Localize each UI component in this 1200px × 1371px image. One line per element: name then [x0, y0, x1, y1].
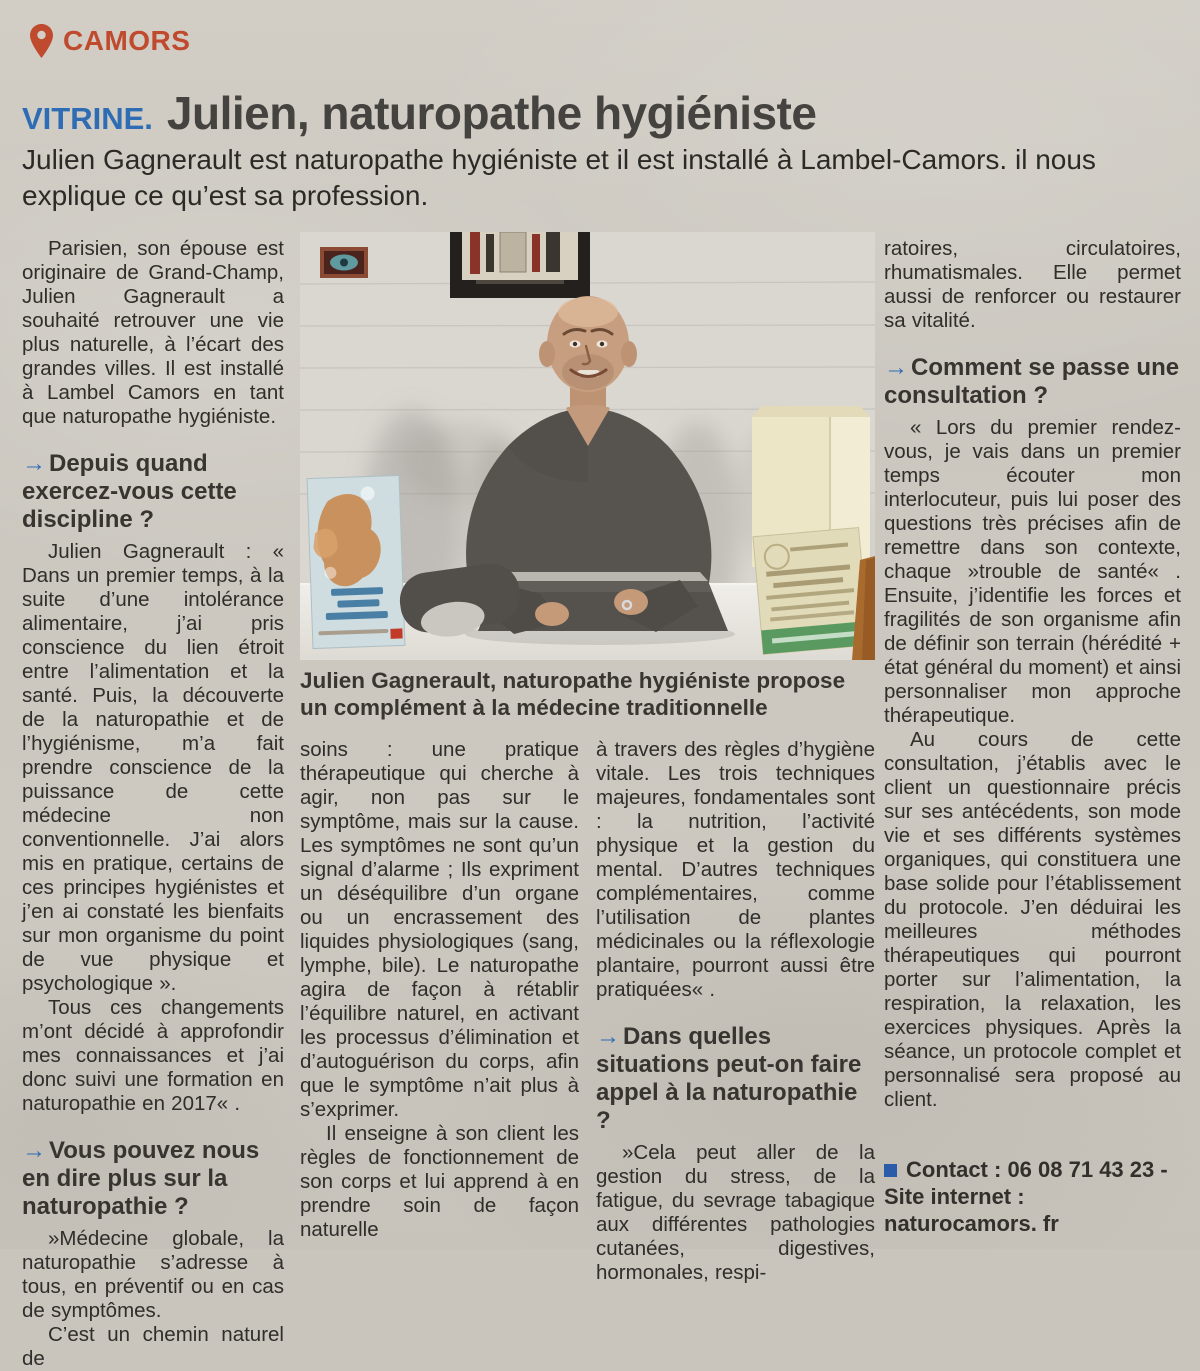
- question-heading: [884, 354, 1181, 410]
- question-heading-text: Comment se passe une consultation ?: [884, 354, 1180, 409]
- wall-frame: [450, 232, 590, 298]
- columns-2-3: [300, 738, 875, 1285]
- kicker: [30, 24, 190, 58]
- paragraph: Au cours de cette consultation, j’établis avec le client un questionnaire précis sur ses antécédents, son mode vie et ses différents systèmes organiques, qui constituera une base solide pour l’établissement du protocole. J’en déduirai les meilleures méthodes thérapeutiques qui pourront porter sur l’alimentation, la respiration, la relaxation, les exercices physiques. Après la séance, un protocole complet et personnalisé sera proposé au client.: [884, 728, 1181, 1111]
- question-heading-text: Depuis quand exercez-vous cette discipline ?: [22, 450, 237, 533]
- book-left: [307, 475, 405, 648]
- kicker-location: CAMORS: [63, 25, 191, 56]
- paragraph: Il enseigne à son client les règles de fonctionnement de son corps et lui apprend à en prendre soin de façon naturelle: [300, 1122, 579, 1241]
- contact-bullet-icon: [884, 1164, 897, 1177]
- page-title: Julien, naturopathe hygiéniste: [166, 87, 817, 139]
- paragraph: C’est un chemin naturel de: [22, 1323, 284, 1370]
- paragraph: « Lors du premier rendez-vous, je vais dans un premier temps écouter mon interlocuteur, puis lui poser des questions très précises afin de remettre dans son contexte, chaque »trouble de santé« . Ensuite, j’identifie les forces et fragilités de son organisme afin de définir son terrain (hérédité + état général du moment) et ainsi personnaliser mon approche thérapeutique.: [884, 416, 1181, 727]
- question-heading-text: Dans quelles situations peut-on faire appel à la naturopathie ?: [596, 1023, 862, 1134]
- eye-picture: [320, 247, 368, 278]
- paragraph: à travers des règles d’hygiène vitale. Les trois techniques majeures, fondamentales sont : la nutrition, l’activité physique et la gestion du mental. D’autres techniques complémentaires, comme l’utilisation de plantes médicinales ou la réflexologie plantaire, pourront aussi être pratiquées« .: [596, 738, 875, 1001]
- arrow-icon: →: [22, 1137, 46, 1164]
- arrow-icon: →: [22, 450, 46, 477]
- column-1: [22, 237, 284, 1371]
- paragraph: Parisien, son épouse est originaire de Grand-Champ, Julien Gagnerault a souhaité retrouver une vie plus naturelle, à l’écart des grandes villes. Il est installé à Lambel Camors en tant que naturopathe hygiéniste.: [22, 237, 284, 428]
- paragraph: »Médecine globale, la naturopathie s’adresse à tous, en préventif ou en cas de symptômes.: [22, 1227, 284, 1322]
- question-heading: [596, 1023, 875, 1135]
- question-heading: [22, 450, 284, 534]
- question-heading: [22, 1137, 284, 1221]
- headline-label: VITRINE.: [22, 101, 153, 136]
- contact-block: [884, 1156, 1181, 1237]
- paragraph: »Cela peut aller de la gestion du stress, de la fatigue, du sevrage tabagique aux différentes pathologies cutanées, digestives, hormonales, respi-: [596, 1141, 875, 1284]
- column-3: [596, 738, 875, 1285]
- standfirst: Julien Gagnerault est naturopathe hygiéniste et il est installé à Lambel-Camors. il nous explique ce qu’est sa profession.: [22, 144, 1096, 211]
- paragraph: Julien Gagnerault : « Dans un premier temps, à la suite d’une intolérance alimentaire, j’ai pris conscience du lien étroit entre l’alimentation et la santé. Puis, la découverte de la naturopathie et de l’hygiénisme, m’a fait prendre conscience de la puissance de cette médecine non conventionnelle. J’ai alors mis en pratique, certains de ces principes hygiénistes et j’en ai constaté les bienfaits sur mon organisme du point de vue physique et psychologique ».: [22, 540, 284, 995]
- column-2: [300, 738, 579, 1285]
- arrow-icon: →: [884, 354, 908, 381]
- photo-caption: Julien Gagnerault, naturopathe hygiéniste propose un complément à la médecine traditionnelle: [300, 668, 846, 720]
- headline-row: [22, 86, 816, 140]
- booklet: [753, 528, 869, 655]
- paragraph: Tous ces changements m’ont décidé à approfondir mes connaissances et j’ai donc suivi une formation en naturopathie en 2017« .: [22, 996, 284, 1115]
- column-4: [884, 237, 1181, 1237]
- question-heading-text: Vous pouvez nous en dire plus sur la naturopathie ?: [22, 1137, 260, 1220]
- arrow-icon: →: [596, 1023, 620, 1050]
- paragraph: ratoires, circulatoires, rhumatismales. Elle permet aussi de renforcer ou restaurer sa vitalité.: [884, 237, 1181, 332]
- location-pin-icon: [30, 24, 53, 58]
- contact-text: Contact : 06 08 71 43 23 - Site internet : naturocamors. fr: [884, 1157, 1168, 1236]
- photo-block: [300, 232, 875, 1285]
- paragraph: soins : une pratique thérapeutique qui cherche à agir, non pas sur le symptôme, mais sur la cause. Les symptômes ne sont qu’un signal d’alarme ; Ils expriment un déséquilibre d’un organe ou un encrassement des liquides physiologiques (sang, lymphe, bile). Le naturopathe agira de façon à rétablir l’équilibre naturel, en activant les processus d’élimination et d’autoguérison du corps, afin que le symptôme n’ait plus à s’exprimer.: [300, 738, 579, 1121]
- article-photo: [300, 232, 875, 660]
